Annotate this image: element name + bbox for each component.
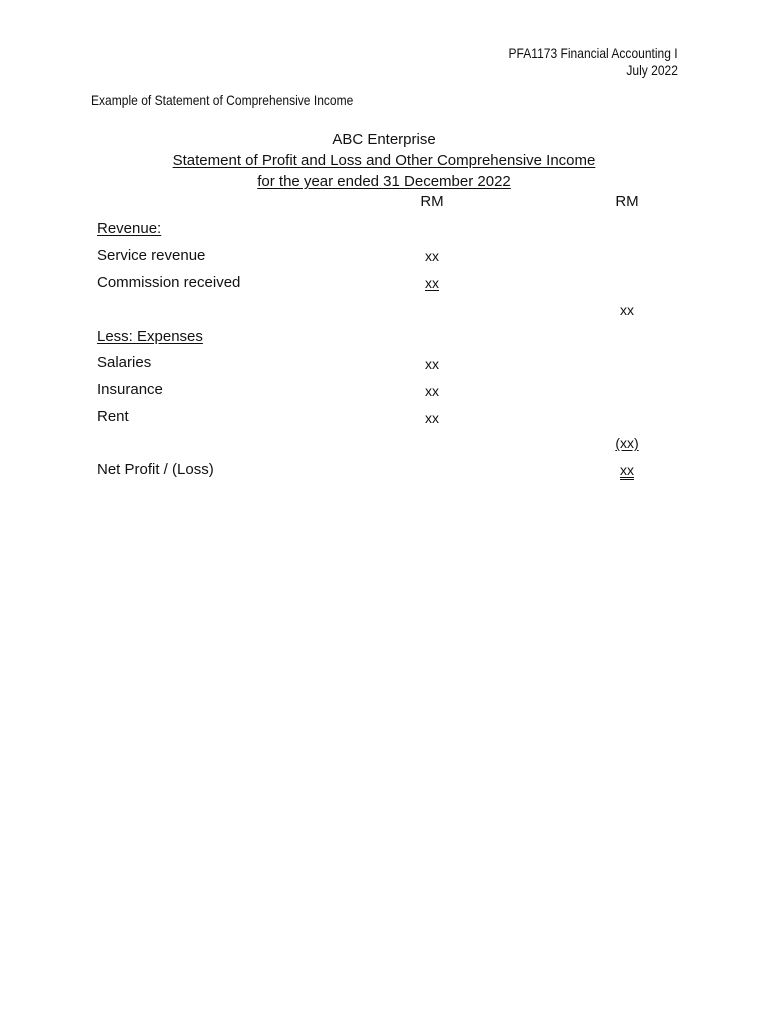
company-name: ABC Enterprise	[332, 131, 436, 148]
document-date: July 2022	[626, 62, 678, 78]
net-profit-amount-wrap	[597, 462, 657, 478]
net-profit-label: Net Profit / (Loss)	[97, 461, 214, 478]
statement-title: Statement of Profit and Loss and Other Comprehensive Income	[172, 152, 596, 169]
service-revenue-amount: xx	[425, 248, 439, 264]
commission-received-amount: xx	[425, 275, 439, 291]
example-title: Example of Statement of Comprehensive Income	[91, 92, 354, 108]
total-expenses-amount-wrap	[597, 435, 657, 451]
expenses-heading: Less: Expenses	[97, 328, 203, 345]
revenue-heading: Revenue:	[97, 220, 162, 237]
rent-label: Rent	[97, 408, 129, 425]
total-revenue-amount: xx	[620, 302, 634, 318]
insurance-label: Insurance	[97, 381, 163, 398]
insurance-amount: xx	[425, 383, 439, 399]
service-revenue-label: Service revenue	[97, 247, 206, 264]
column-b-header: RM	[615, 193, 639, 210]
salaries-amount: xx	[425, 356, 439, 372]
statement-title-wrap	[0, 152, 768, 169]
course-code: PFA1173 Financial Accounting I	[508, 45, 678, 61]
total-expenses-amount: (xx)	[615, 435, 639, 451]
salaries-label: Salaries	[97, 354, 152, 371]
net-profit-amount: xx	[620, 462, 634, 478]
statement-period: for the year ended 31 December 2022	[257, 173, 511, 190]
commission-received-amount-wrap	[402, 275, 462, 291]
commission-received-label: Commission received	[97, 274, 241, 291]
column-a-header: RM	[420, 193, 444, 210]
rent-amount: xx	[425, 410, 439, 426]
statement-period-wrap	[0, 173, 768, 190]
